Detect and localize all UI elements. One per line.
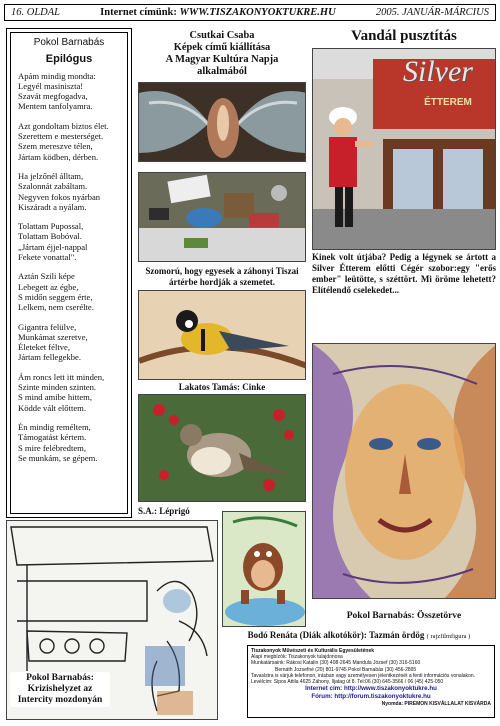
trash-photo-art — [139, 173, 306, 262]
poem-line: Kiszáradt a nyálam. — [18, 201, 87, 212]
imprint-line: Tiszakonyok Művészeti és Kulturális Egyesületének — [251, 648, 375, 654]
poem-stanza — [18, 372, 120, 413]
poem-line: Tolattam Bobóval. — [18, 231, 82, 242]
tazman-painting — [222, 511, 306, 627]
poem-line: Apám mindig mondta: — [18, 70, 96, 81]
exhibition-heading — [138, 30, 306, 78]
wings-painting-art — [139, 83, 306, 162]
poem-line: Negyven fokos nyárban — [18, 191, 101, 202]
lepirgo-caption: S.A.: Léprigó — [138, 506, 190, 516]
poem-line: Ködde vált előttem. — [18, 402, 87, 413]
poem-line: Jártam ködben, dérben. — [18, 151, 99, 162]
krizis-caption: Pokol Barnabás: Krizishelyzet az Intercity mozdonyán — [10, 672, 110, 707]
osszetorve-caption: Pokol Barnabás: Összetörve — [346, 611, 462, 621]
poem-line: Életeket féltve, — [18, 342, 71, 353]
poem-title: Epilógus — [45, 53, 93, 66]
wings-painting — [138, 82, 306, 162]
poem-stanza — [18, 171, 120, 212]
lepirgo-photo-art — [139, 395, 306, 502]
poem-line: Tolattam Pupossal, — [18, 221, 84, 232]
tazman-caption-text: Bodó Renáta (Diák alkotókör): Tazmán ördög — [247, 630, 425, 640]
exhibition-line: Képek című kiállítása — [173, 42, 271, 53]
poem-line: Szerettem e mesterséget. — [18, 131, 104, 142]
imprint-line: Tavaslstra is várjuk telefonon, irásban vagy személyesen jelentkezését a fenti információs vonalakon. — [251, 672, 476, 679]
vandal-title: Vandál pusztítás — [351, 28, 457, 44]
imprint-line: Alapí megbízók: Tiszakonyok tulajdonosa — [251, 654, 343, 661]
poem-line: Legyél masiniszta! — [18, 80, 84, 91]
cinke-caption: Lakatos Tamás: Cinke — [178, 382, 266, 392]
tazman-painting-art — [223, 512, 306, 627]
exhibition-line: alkalmából — [197, 66, 247, 77]
osszetorve-painting — [312, 343, 496, 599]
poem-line: Azt gondoltam biztos élet. — [18, 120, 109, 131]
poem-stanzas — [18, 71, 120, 464]
lepirgo-photo — [138, 394, 306, 502]
silver-sign-sub: ÉTTEREM — [424, 97, 472, 108]
tazman-caption-note: ( rajzfilmfigura ) — [426, 633, 471, 640]
printer-line: Nyomda: PIREMON KISVÁLLALAT KISVÁRDA — [381, 701, 491, 708]
poem-line: Támogatást kértem. — [18, 432, 87, 443]
poem-line: Munkámat szeretve, — [18, 331, 88, 342]
poem-line: Lebegett az égbe, — [18, 281, 79, 292]
poem-author: Pokol Barnabás — [33, 37, 105, 48]
issue-date: 2005. JANUÁR-MÁRCIUS — [375, 7, 489, 18]
poem-line: S mind amibe hittem, — [18, 392, 92, 403]
poem-box — [6, 28, 132, 518]
forum-link[interactable]: Fórum: http://forum.tiszakonyoktukre.hu — [311, 693, 431, 701]
poem-line: S midőn seggem érte, — [18, 291, 93, 302]
poem-line: Gigantra felülve, — [18, 321, 77, 332]
poem-stanza — [18, 221, 120, 262]
imprint-line: Munkatársaink: Rákosi Katalin (30) 408-2645 Mandula József (30) 316-5160 — [251, 660, 421, 667]
poem-line: Lelkem, nem cserélte. — [18, 302, 94, 313]
trash-caption: Szomorú, hogy egyesek a záhonyi Tiszai ártérbe hordják a szemetet. — [145, 266, 299, 287]
exhibition-line: Csutkai Csaba — [189, 30, 255, 41]
poem-line: Ha jelzőnél álltam, — [18, 170, 84, 181]
imprint-box — [247, 645, 495, 718]
osszetorve-painting-art — [313, 344, 496, 599]
poem-line: „Jártam éjjel-nappal — [18, 241, 88, 252]
silver-restaurant-photo — [312, 48, 496, 250]
imprint-line: Bernáth Jozsefné (20) 801-9745 Pokol Barnabás (30) 456-2895 — [275, 666, 417, 673]
poem-line: S mire felébredtem, — [18, 442, 87, 453]
site-prefix: Internet címünk: — [100, 7, 177, 18]
poem-line: Szinte minden szinten. — [18, 382, 97, 393]
site-url[interactable]: WWW.TISZAKONYOKTUKRE.HU — [179, 7, 336, 18]
cinke-painting-art — [139, 291, 306, 380]
cinke-painting — [138, 290, 306, 380]
poem-stanza — [18, 322, 120, 363]
tazman-caption — [222, 630, 496, 643]
poem-line: Jártam fellegekbe. — [18, 352, 81, 363]
poem-stanza — [18, 271, 120, 312]
poem-line: Szem mereszve télen, — [18, 141, 93, 152]
poem-line: Se munkám, se gépem. — [18, 452, 98, 463]
page-header — [4, 4, 496, 21]
exhibition-line: A Magyar Kultúra Napja — [165, 54, 279, 65]
website-link[interactable]: Internet cím: http://www.tiszakonyoktukre.hu — [305, 685, 437, 693]
poem-stanza — [18, 422, 120, 463]
imprint-line: Levélcím: Sipos Attila 4625 Záhony, Iljatag út 8. Tel:06 (30) 645-3566 / 06 (45) 425-050 — [251, 679, 444, 686]
poem-stanza — [18, 121, 120, 162]
poem-frame — [10, 32, 128, 514]
poem-line: Aztán Szili képe — [18, 271, 75, 282]
poem-stanza — [18, 71, 120, 112]
poem-line: Szalonnát zabáltam. — [18, 181, 88, 192]
page-number: 16. OLDAL — [11, 7, 61, 18]
vandal-text: Kinek volt útjába? Pedig a légynek se ártott a Silver Étterem előtti Cégér szobor:egy "erős ember" leütötte, s széttört. Mi öröme lehetett? Elítélendő cselekedet... — [312, 252, 496, 295]
poem-line: Én mindig reméltem, — [18, 421, 91, 432]
silver-sign: Silver — [403, 55, 473, 88]
poem-line: Szavát megfogadva, — [18, 91, 88, 102]
poem-line: Mentem tanfolyamra. — [18, 101, 93, 112]
trash-photo — [138, 172, 306, 262]
site-address — [100, 7, 336, 18]
poem-line: Ám roncs lett itt minden, — [18, 371, 105, 382]
poem-line: Fekete vonattal". — [18, 252, 77, 263]
